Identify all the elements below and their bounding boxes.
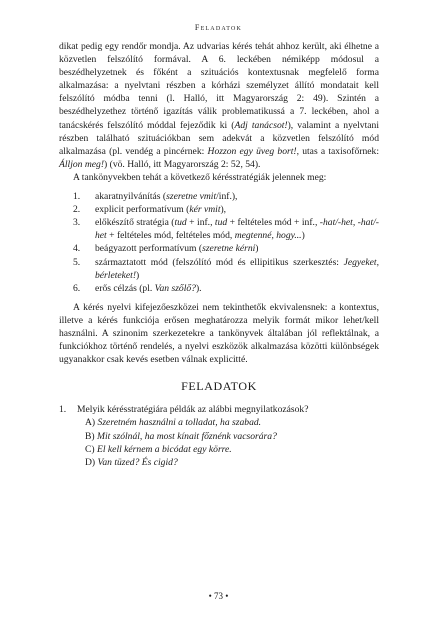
italic-example: tud (214, 217, 228, 229)
italic-example: Van szőlő? (154, 282, 196, 294)
text-run: + feltételes mód + inf., (227, 217, 320, 229)
task-number: 1. (59, 404, 67, 416)
task-option (85, 443, 379, 456)
strategy-item (59, 282, 379, 295)
text-run: beágyazott performatívum ( (95, 243, 203, 255)
body-paragraph: A tankönyvekben tehát a következő kérésstratégiák jelennek meg: (73, 171, 327, 183)
text-run: ) (255, 243, 259, 255)
strategy-text (95, 190, 379, 203)
task-options (59, 416, 379, 468)
body-paragraph: A kérés nyelvi kifejezőeszközei nem tekinthetők ekvivalensnek: a kontextus, illetve a kérés funkciója erősen meghatározza melyik formát mikor lehet/kell használni. A szinonim szerkezetekre a tankönyvek általában jól reflektálnak, a funkciókhoz történő rendelés, a nyelvi eszközök alkalmazása közötti különbségek ugyanakkor csak kevés esetben válnak explicitté. (59, 301, 379, 366)
italic-example: Adj tanácsot! (234, 119, 288, 131)
text-run: /inf.), (216, 191, 238, 203)
option-label: D) (85, 456, 98, 468)
section-title: FELADATOK (181, 379, 257, 394)
strategy-number: 5. (73, 256, 81, 268)
text-run: származtatott mód (felszólító mód és ellipitikus szerkesztés: (95, 256, 344, 268)
text-run: erős célzás (pl. (95, 282, 155, 294)
strategy-item (59, 203, 379, 216)
italic-example: Jegyeket, bérleteket! (95, 256, 379, 281)
strategy-text (95, 216, 379, 242)
option-text: Szeretném használni a tolladat, ha szabad. (97, 417, 262, 429)
italic-example: Álljon meg! (59, 158, 105, 170)
italic-example: tud (174, 217, 187, 229)
strategy-text (95, 282, 379, 295)
option-text: El kell kérnem a bicódat egy körre. (97, 443, 232, 455)
strategy-number: 6. (73, 282, 81, 294)
text-run: , utas a taxisofőrnek: (296, 145, 380, 157)
strategy-text (95, 242, 379, 255)
text-run: ), (220, 204, 227, 216)
page-body (59, 40, 379, 469)
task-option (85, 430, 379, 443)
text-run: ) (136, 269, 140, 281)
strategy-number: 1. (73, 191, 81, 203)
task-question: Melyik kérésstratégiára példák az alábbi megnyilatkozások? (77, 404, 309, 416)
text-run: ) (vö. Halló, itt Magyarország 2: 52, 54). (104, 158, 261, 170)
text-run: explicit performatívum ( (95, 204, 190, 216)
strategy-item (59, 242, 379, 255)
option-label: A) (85, 417, 98, 429)
option-label: B) (85, 430, 97, 442)
strategy-item (59, 216, 379, 242)
page-number: • 73 • (208, 591, 229, 601)
text-run: ) (301, 230, 305, 242)
text-run: + inf., (186, 217, 215, 229)
italic-example: szeretne kérni (202, 243, 256, 255)
strategy-item (59, 256, 379, 282)
italic-example: szeretne vmit (166, 191, 217, 203)
body-paragraph (59, 40, 379, 171)
strategy-list (59, 190, 379, 295)
strategy-number: 2. (73, 204, 81, 216)
italic-example: megtenné, hogy... (234, 230, 302, 242)
task-option (85, 416, 379, 429)
strategy-number: 4. (73, 243, 81, 255)
task-option (85, 456, 379, 469)
strategy-text (95, 256, 379, 282)
strategy-number: 3. (73, 217, 81, 229)
italic-example: kér vmit (189, 204, 221, 216)
running-head: Feladatok (194, 23, 243, 32)
text-run: dikat pedig egy rendőr mondja. Az udvarias kérés tehát ahhoz került, aki élhetne a közvetlen felszólító formával. A 6. leckében némiképp módosul a beszédhelyzetnek és főként a szituációs kontextusnak megfelelő forma alkalmazása: a nyelvtani részben a kórházi személyzet állító mondatait kell felszólító módba tenni (l. Halló, itt Magyarország 2: 49). Szintén a beszédhelyzethez történő igazítás válik problematikussá a 7. leckében, ahol a tanácskérés felszólító móddal fejeződik ki ( (59, 41, 379, 131)
text-run: előkészítő stratégia ( (95, 217, 175, 229)
option-text: Van tüzed? És cigid? (97, 456, 178, 468)
option-text: Mit szólnál, ha most kínait főznénk vacsorára? (97, 430, 277, 442)
task-item (59, 403, 379, 416)
text-run: + feltételes mód, feltételes mód, (106, 230, 235, 242)
text-run: ), valamint a nyelvtani részben található szituációkban sem adekvát a közvetlen felszólító mód alkalmazása (pl. vendég a pincérnek: (59, 119, 379, 157)
strategy-text (95, 203, 379, 216)
strategy-item (59, 190, 379, 203)
text-run: akaratnyilvánítás ( (95, 191, 167, 203)
text-run: ). (195, 282, 202, 294)
italic-example: Hozzon egy üveg bort! (207, 145, 297, 157)
italic-example: -hat/-het, -hat/-het (95, 217, 379, 242)
option-label: C) (85, 443, 97, 455)
